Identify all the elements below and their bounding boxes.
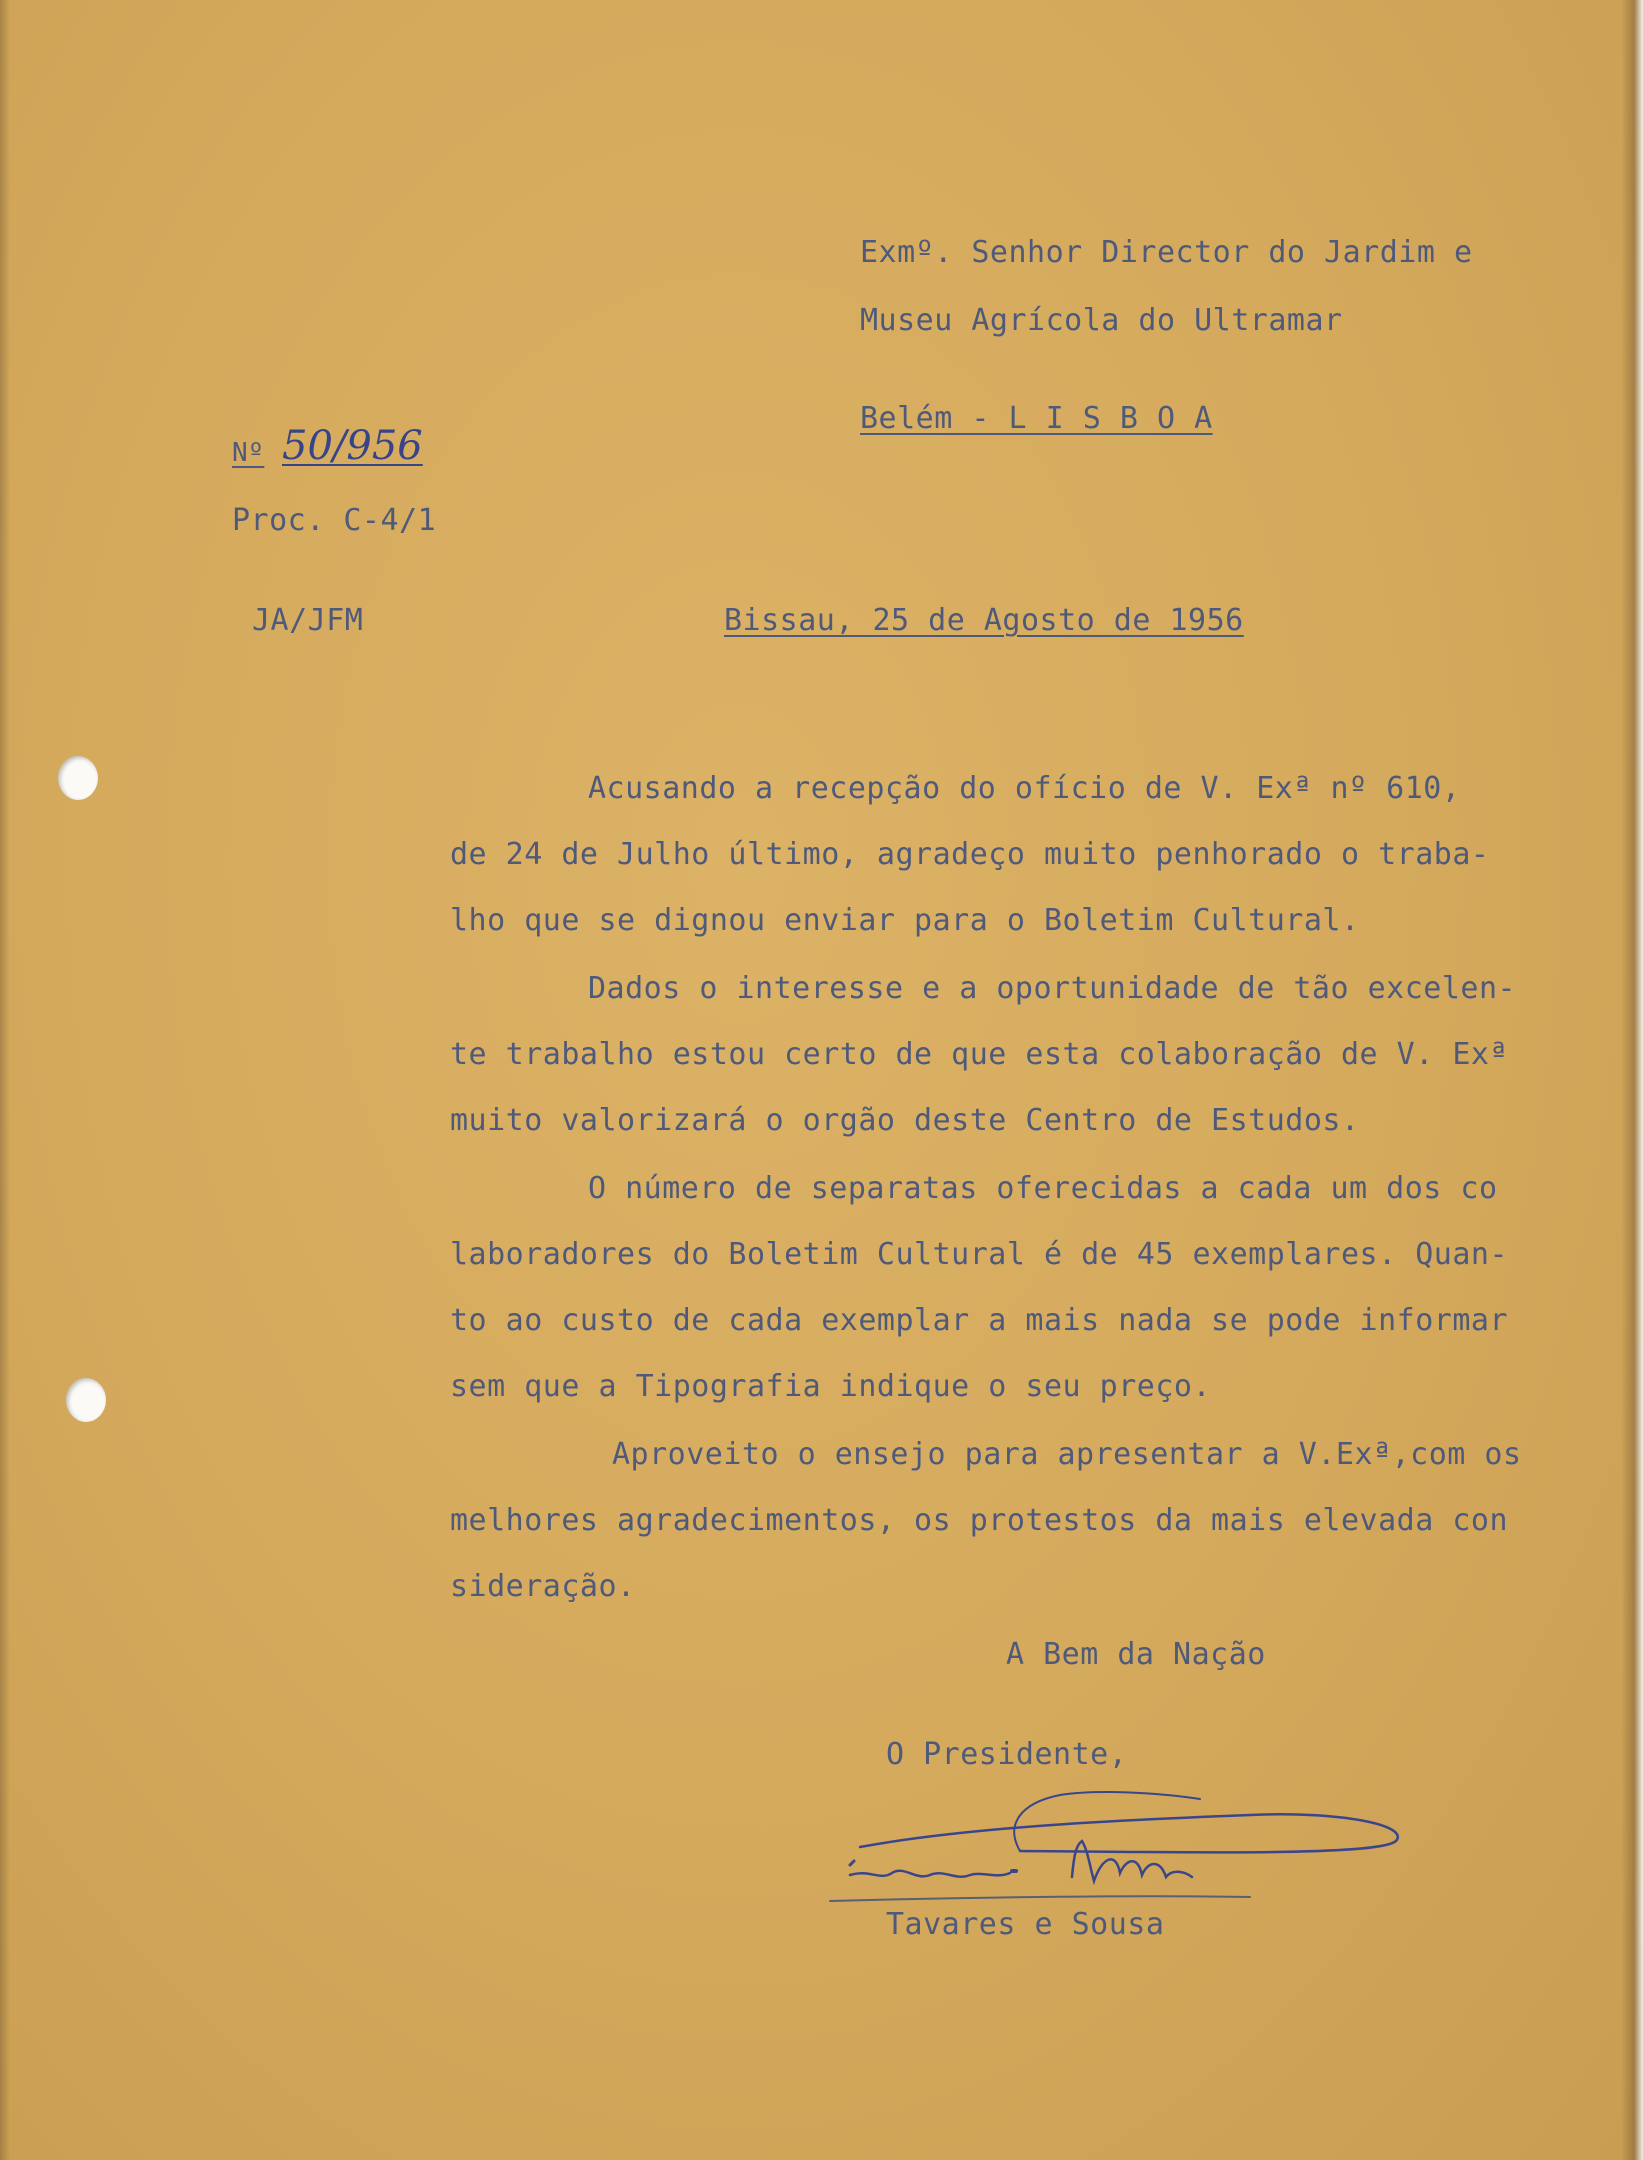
- body-line: sideração.: [450, 1569, 636, 1604]
- body-line: melhores agradecimentos, os protestos da mais elevada con: [450, 1503, 1509, 1538]
- initials-reference: JA/JFM: [252, 603, 364, 638]
- body-line: Aproveito o ensejo para apresentar a V.Exª,com os: [612, 1437, 1522, 1472]
- signatory-name: Tavares e Sousa: [886, 1907, 1165, 1942]
- closing-salutation: A Bem da Nação: [1006, 1637, 1266, 1672]
- reference-number-prefix: Nº: [232, 438, 265, 468]
- body-line: to ao custo de cada exemplar a mais nada se pode informar: [450, 1303, 1509, 1338]
- punch-hole-top: [58, 756, 98, 800]
- addressee-line-1: Exmº. Senhor Director do Jardim e: [860, 235, 1473, 270]
- body-line: O número de separatas oferecidas a cada um dos co: [588, 1171, 1498, 1206]
- addressee-line-2: Museu Agrícola do Ultramar: [860, 303, 1343, 338]
- letter-date: Bissau, 25 de Agosto de 1956: [724, 603, 1244, 638]
- body-line: sem que a Tipografia indique o seu preço.: [450, 1369, 1212, 1404]
- process-reference: Proc. C-4/1: [232, 503, 437, 538]
- handwritten-signature: [820, 1785, 1420, 1915]
- signatory-title: O Presidente,: [886, 1737, 1128, 1772]
- reference-number-handwritten: 50/956: [282, 423, 423, 469]
- body-line: Acusando a recepção do ofício de V. Exª nº 610,: [588, 771, 1461, 806]
- body-line: muito valorizará o orgão deste Centro de Estudos.: [450, 1103, 1360, 1138]
- body-line: lho que se dignou enviar para o Boletim Cultural.: [450, 903, 1360, 938]
- addressee-city: Belém - L I S B O A: [860, 401, 1213, 436]
- body-line: laboradores do Boletim Cultural é de 45 exemplares. Quan-: [450, 1237, 1509, 1272]
- body-line: de 24 de Julho último, agradeço muito penhorado o traba-: [450, 837, 1490, 872]
- paper-left-shadow: [0, 0, 10, 2160]
- body-line: te trabalho estou certo de que esta colaboração de V. Exª: [450, 1037, 1509, 1072]
- body-line: Dados o interesse e a oportunidade de tão excelen-: [588, 971, 1517, 1006]
- paper-right-edge: [1621, 0, 1643, 2160]
- punch-hole-bottom: [66, 1378, 106, 1422]
